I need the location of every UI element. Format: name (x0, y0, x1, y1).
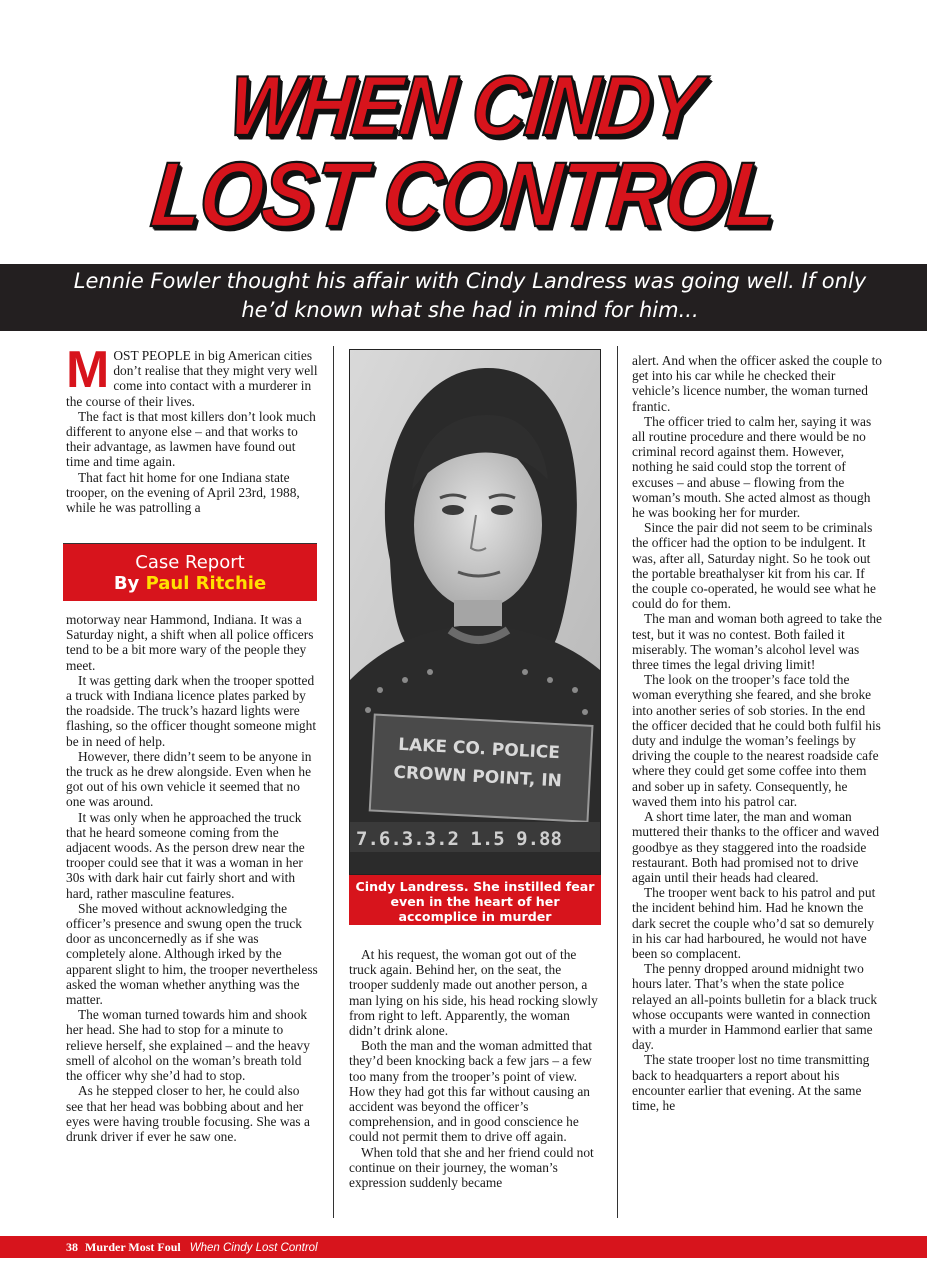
paragraph: The officer tried to calm her, saying it was all routine procedure and there would be no criminal record against them. However, nothing he said could stop the torrent of excuses – and abuse – flowing from the woman’s mouth. She acted almost as though he was booking her for murder. (632, 413, 872, 521)
mugshot-illustration (350, 350, 600, 874)
column-3 (632, 353, 884, 1113)
column-1-bottom (66, 612, 318, 1144)
footer (66, 1239, 318, 1256)
case-report-label: Case Report (135, 552, 245, 573)
column-rule-1 (333, 346, 334, 1218)
paragraph: Since the pair did not seem to be criminals the officer had the option to be indulgent. It was, after all, Saturday night. So he took out the portable breathalyser kit from his car. If the couple co-operated, he would see what he could do for them. (632, 520, 876, 612)
paragraph: The trooper went back to his patrol and put the incident behind him. Had he known the dark secret the couple who’d sat so demurely in his car had harboured, he would not have been so complacent. (632, 885, 876, 961)
headline-line-2: LOST CONTROL (147, 144, 780, 247)
paragraph: She moved without acknowledging the officer’s presence and swung open the truck door as unconcernedly as if she was completely alone. Although irked by the apparent slight to him, the trooper nevertheless asked the woman whether anything was the matter. (66, 900, 318, 1008)
sign-line-2: CROWN POINT, IN (392, 762, 563, 792)
paragraph: motorway near Hammond, Indiana. It was a Saturday night, a shift when all police officers tend to be a bit more wary of the people they meet. (66, 612, 314, 673)
mugshot-photo (349, 349, 601, 875)
section-title: When Cindy Lost Control (189, 1242, 318, 1254)
paragraph: Both the man and the woman admitted that they’d been knocking back a few jars – a few too many from the trooper’s point of view. How they had got this far without causing an accident was beyond the officer’s comprehension, and in good conscience he could not permit them to drive off again. (349, 1038, 592, 1145)
paragraph: It was only when he approached the truck that he heard someone coming from the adjacent woods. As the person drew near the trooper could see that it was a woman in her 30s with dark hair cut fairly short and with hard, rather masculine features. (66, 809, 305, 901)
column-rule-2 (617, 346, 618, 1218)
paragraph: The state trooper lost no time transmitting back to headquarters a report about his encounter earlier that evening. At the same time, he (632, 1052, 870, 1113)
paragraph: It was getting dark when the trooper spotted a truck with Indiana licence plates parked by the roadside. The truck’s hazard lights were flashing, so the officer thought someone might be in need of help. (66, 672, 317, 749)
paragraph: As he stepped closer to her, he could also see that her head was bobbing about and her eyes were having trouble focusing. She was a drunk driver if ever he saw one. (66, 1083, 310, 1144)
paragraph: MOST PEOPLE in big American cities don’t realise that they might very well come into contact with a murderer in the course of their lives. (66, 341, 318, 409)
sign-line-1: LAKE CO. POLICE (397, 734, 561, 764)
paragraph: That fact hit home for one Indiana state trooper, on the evening of April 23rd, 1988, while he was patrolling a (66, 469, 300, 516)
case-report-box (63, 543, 317, 601)
column-1-top (66, 341, 318, 516)
paragraph: The look on the trooper’s face told the woman everything she feared, and she broke into another series of sob stories. In the end the officer decided that he could both fulfil his duty and indulge the woman’s feelings by driving the couple to the nearest roadside cafe where they could get some coffee into them and sober up in safety. Consequently, he waved them into his patrol car. (632, 672, 881, 809)
booking-number: 7.6.3.3.2 1.5 9.88 (356, 828, 562, 850)
headline-line-1: WHEN CINDY (224, 58, 703, 155)
byline: By Paul Ritchie (113, 573, 267, 594)
paragraph: At his request, the woman got out of the truck again. Behind her, on the seat, the trooper suddenly made out another person, a man lying on his side, his head rocking slowly from right to left. Apparently, the woman didn’t drink alone. (349, 947, 598, 1039)
paragraph: alert. And when the officer asked the couple to get into his car while he checked their vehicle’s licence number, the woman turned frantic. (632, 353, 882, 414)
paragraph: When told that she and her friend could not continue on their journey, the woman’s expression suddenly became (349, 1144, 594, 1191)
paragraph: However, there didn’t seem to be anyone in the truck as he drew alongside. Even when he got out of his own vehicle it seemed that no one was around. (66, 748, 312, 810)
paragraph: The man and woman both agreed to take the test, but it was no contest. Both failed it miserably. The woman’s alcohol level was three times the legal driving limit! (632, 611, 882, 673)
drop-cap: M (66, 341, 110, 399)
standfirst: Lennie Fowler thought his affair with Cindy Landress was going well. If only he’d known what she had in mind for him... (73, 269, 867, 322)
magazine-title: Murder Most Foul (85, 1240, 181, 1254)
photo-caption: Cindy Landress. She instilled fear even in the heart of her accomplice in murder (349, 875, 601, 925)
paragraph: The fact is that most killers don’t look much different to anyone else – and that works to their advantage, as lawmen have found out time and time again. (66, 408, 316, 470)
paragraph: The woman turned towards him and shook her head. She had to stop for a minute to relieve herself, she explained – and the heavy smell of alcohol on the woman’s breath told the officer why she’d had to stop. (66, 1007, 310, 1084)
page-number: 38 (66, 1240, 78, 1254)
paragraph: The penny dropped around midnight two hours later. That’s when the state police relayed an all-points bulletin for a black truck whose occupants were wanted in connection with a murder in Hammond earlier that same day. (632, 961, 878, 1053)
author-name: Paul Ritchie (145, 573, 267, 594)
column-2 (349, 947, 601, 1190)
paragraph: A short time later, the man and woman muttered their thanks to the officer and waved goodbye as they staggered into the roadside restaurant. Both had promised not to drive again until their heads had cleared. (632, 809, 880, 885)
